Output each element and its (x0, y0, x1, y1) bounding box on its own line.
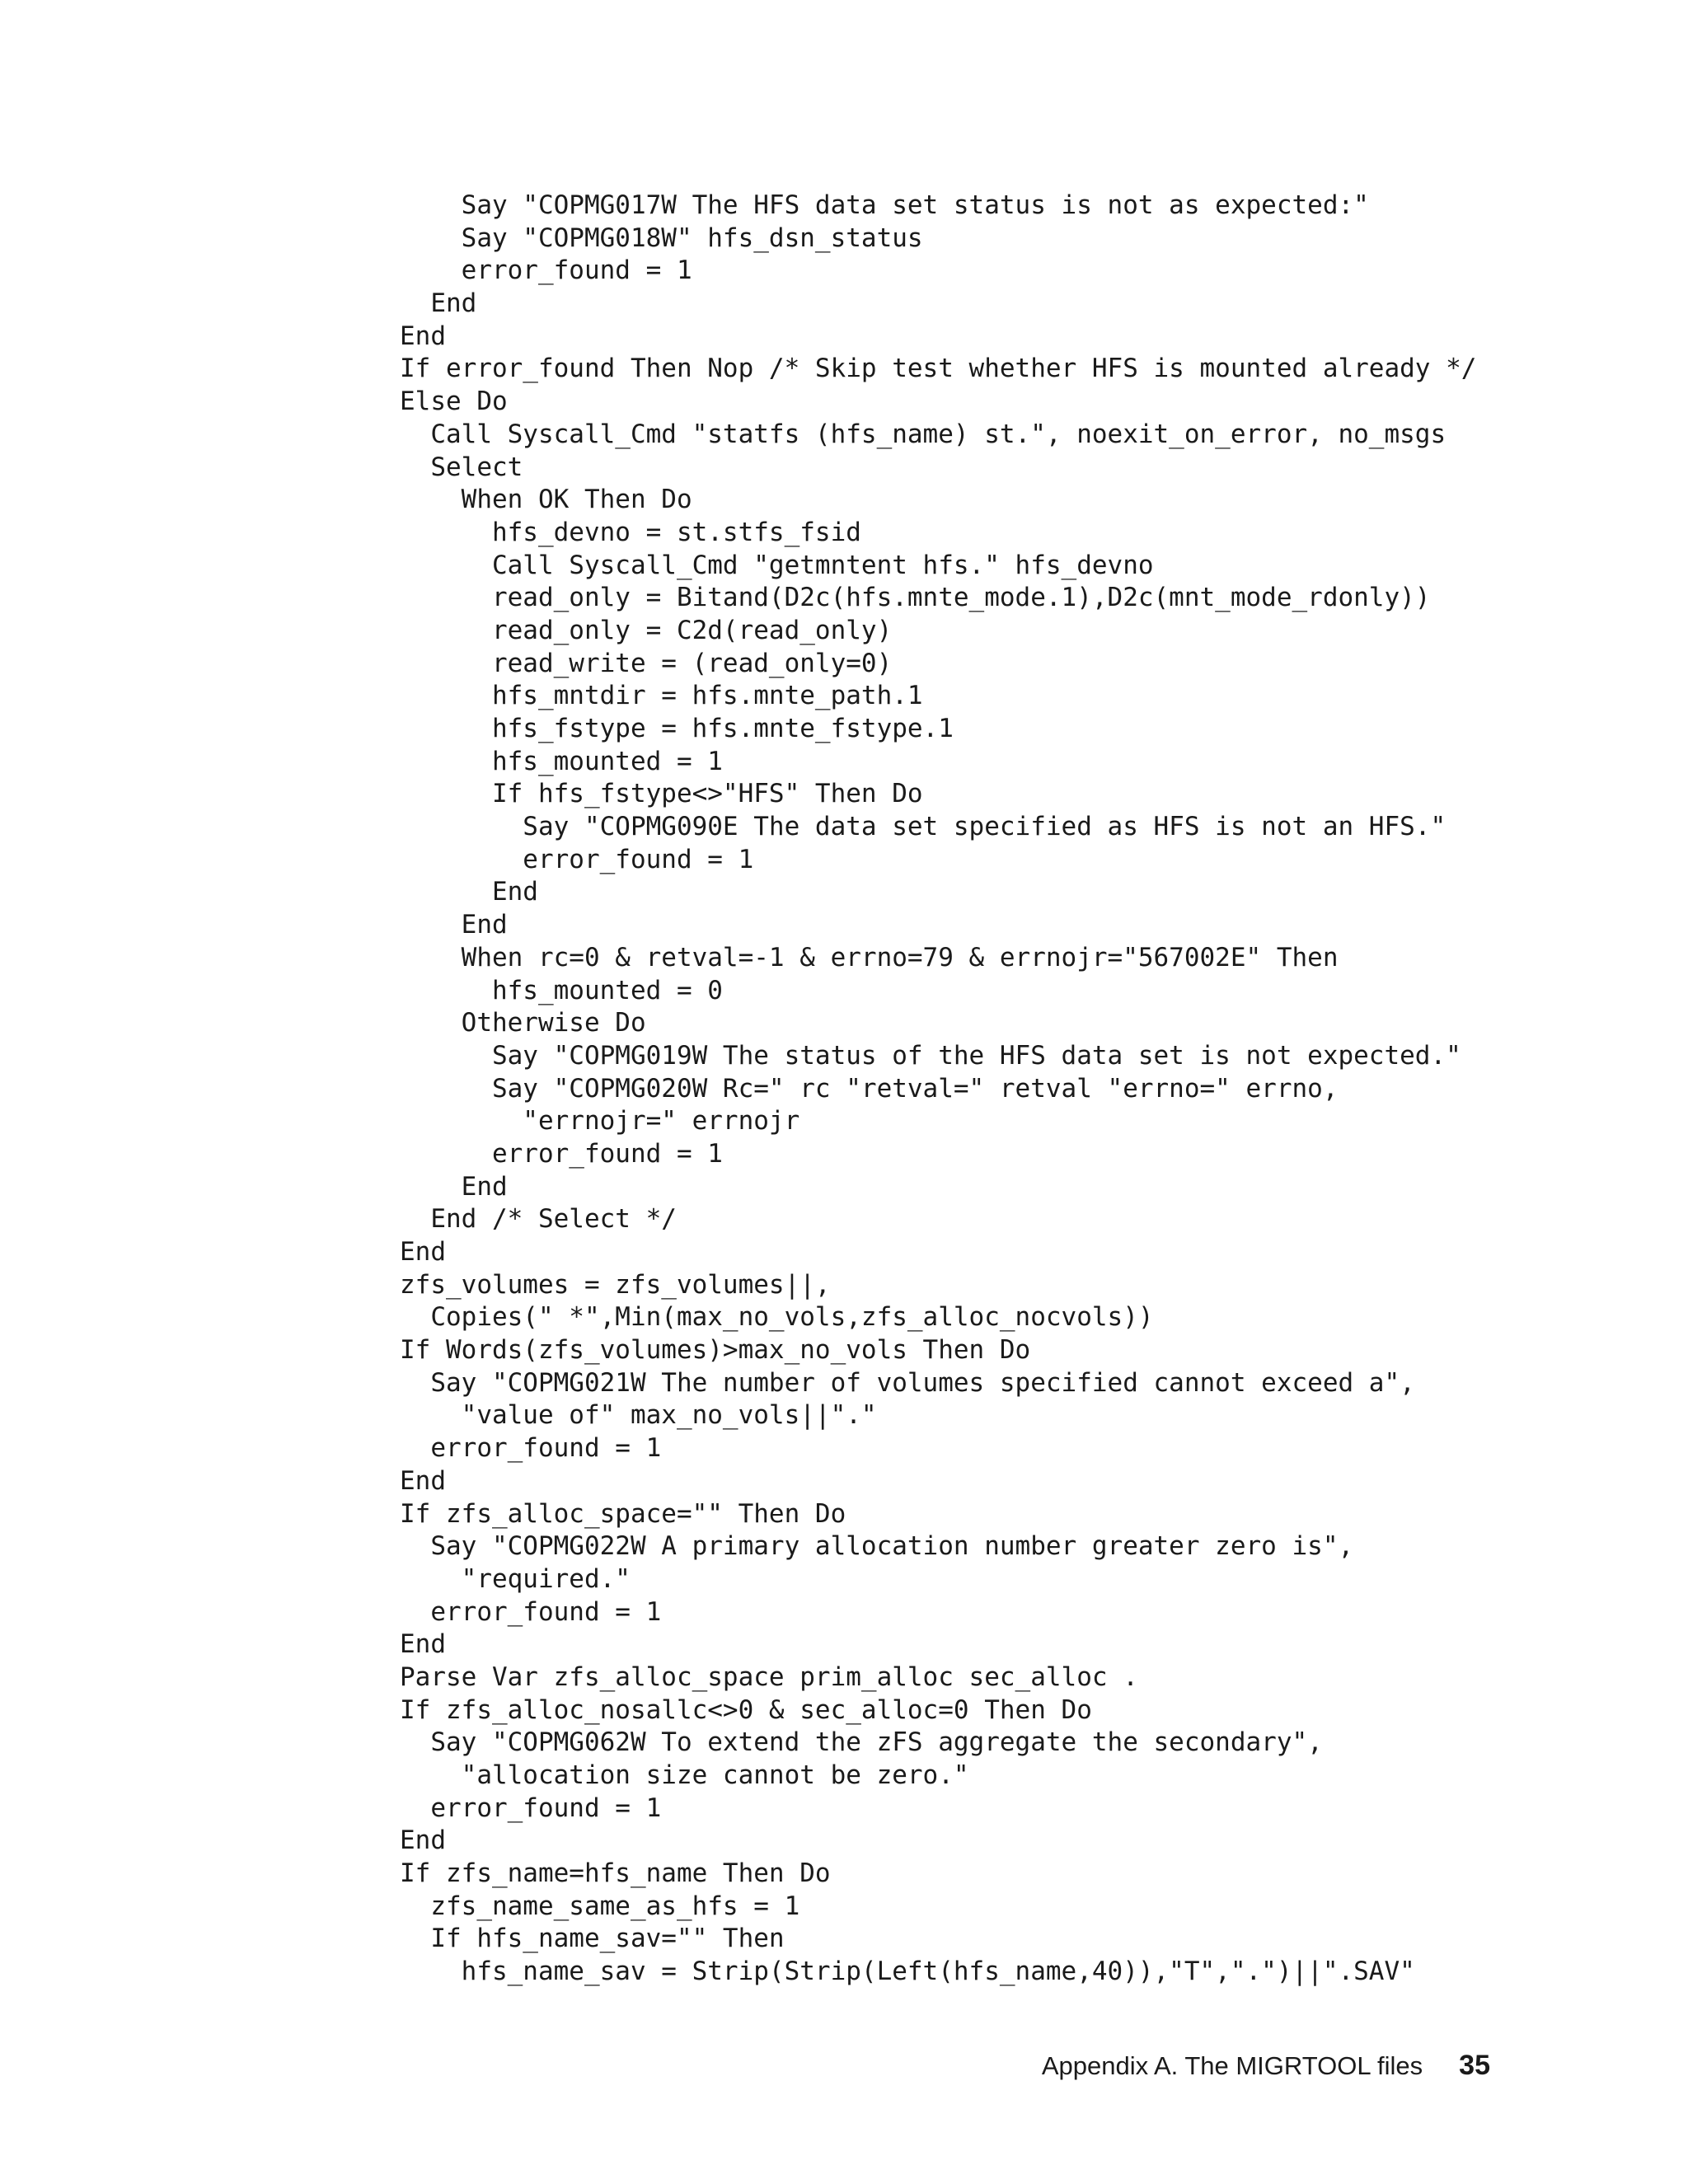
code-line: End (400, 910, 508, 940)
code-line: Say "COPMG018W" hfs_dsn_status (400, 223, 923, 253)
code-line: End (400, 321, 446, 351)
code-line: Else Do (400, 387, 508, 417)
code-line: "allocation size cannot be zero." (400, 1760, 969, 1790)
code-line: Otherwise Do (400, 1008, 646, 1038)
code-line: error_found = 1 (400, 1433, 662, 1464)
code-line: If error_found Then Nop /* Skip test whether HFS is mounted already */ (400, 354, 1477, 384)
code-line: error_found = 1 (400, 1138, 723, 1169)
code-line: End (400, 1629, 446, 1660)
code-line: error_found = 1 (400, 255, 692, 286)
code-line: End (400, 1465, 446, 1496)
code-line: If zfs_name=hfs_name Then Do (400, 1858, 831, 1889)
code-line: Say "COPMG017W The HFS data set status is not as expected:" (400, 190, 1369, 220)
code-line: If hfs_name_sav="" Then (400, 1924, 785, 1954)
code-line: Say "COPMG090E The data set specified as HFS is not an HFS." (400, 812, 1447, 842)
code-line: read_write = (read_only=0) (400, 648, 893, 678)
code-line: Parse Var zfs_alloc_space prim_alloc sec_alloc . (400, 1661, 1138, 1692)
code-line: If zfs_alloc_nosallc<>0 & sec_alloc=0 Then Do (400, 1694, 1092, 1725)
code-line: End (400, 877, 538, 907)
code-line: If hfs_fstype<>"HFS" Then Do (400, 779, 923, 809)
code-line: read_only = C2d(read_only) (400, 615, 893, 645)
code-line: hfs_fstype = hfs.mnte_fstype.1 (400, 714, 954, 743)
code-line: "required." (400, 1563, 631, 1594)
code-line: Call Syscall_Cmd "getmntent hfs." hfs_devno (400, 550, 1154, 580)
code-line: error_found = 1 (400, 1793, 662, 1823)
code-line: hfs_name_sav = Strip(Strip(Left(hfs_name,40)),"T",".")||".SAV" (400, 1957, 1415, 1987)
code-line: "errnojr=" errnojr (400, 1106, 800, 1137)
code-line: Say "COPMG021W The number of volumes specified cannot exceed a", (400, 1367, 1415, 1398)
code-line: Call Syscall_Cmd "statfs (hfs_name) st.", noexit_on_error, no_msgs (400, 419, 1447, 449)
code-line: Copies(" *",Min(max_no_vols,zfs_alloc_nocvols)) (400, 1302, 1154, 1333)
page-footer (1042, 2050, 1490, 2082)
footer-section-title: Appendix A. The MIGRTOOL files (1041, 2051, 1423, 2080)
code-line: hfs_devno = st.stfs_fsid (400, 517, 861, 547)
code-line: Say "COPMG062W To extend the zFS aggregate the secondary", (400, 1727, 1323, 1758)
code-listing (400, 190, 1476, 1989)
code-line: If Words(zfs_volumes)>max_no_vols Then Do (400, 1335, 1031, 1366)
code-line: error_found = 1 (400, 1596, 662, 1627)
code-line: When OK Then Do (400, 485, 692, 515)
code-line: Select (400, 452, 523, 482)
code-line: "value of" max_no_vols||"." (400, 1400, 877, 1431)
code-line: When rc=0 & retval=-1 & errno=79 & errnojr="567002E" Then (400, 942, 1339, 972)
code-line: End (400, 1171, 508, 1202)
code-line: End (400, 288, 477, 319)
page-number: 35 (1459, 2050, 1490, 2081)
code-line: Say "COPMG019W The status of the HFS data set is not expected." (400, 1040, 1461, 1071)
code-line: read_only = Bitand(D2c(hfs.mnte_mode.1),D2c(mnt_mode_rdonly)) (400, 583, 1431, 613)
code-line: error_found = 1 (400, 844, 754, 874)
code-line: End /* Select */ (400, 1204, 677, 1235)
code-line: zfs_volumes = zfs_volumes||, (400, 1269, 831, 1300)
code-line: End (400, 1825, 446, 1856)
code-line: Say "COPMG022W A primary allocation number greater zero is", (400, 1531, 1354, 1562)
code-line: hfs_mounted = 1 (400, 746, 723, 776)
code-line: zfs_name_same_as_hfs = 1 (400, 1891, 800, 1921)
code-line: hfs_mntdir = hfs.mnte_path.1 (400, 681, 923, 711)
code-line: Say "COPMG020W Rc=" rc "retval=" retval "errno=" errno, (400, 1073, 1339, 1104)
code-line: hfs_mounted = 0 (400, 975, 723, 1005)
code-line: If zfs_alloc_space="" Then Do (400, 1498, 846, 1529)
code-line: End (400, 1237, 446, 1267)
